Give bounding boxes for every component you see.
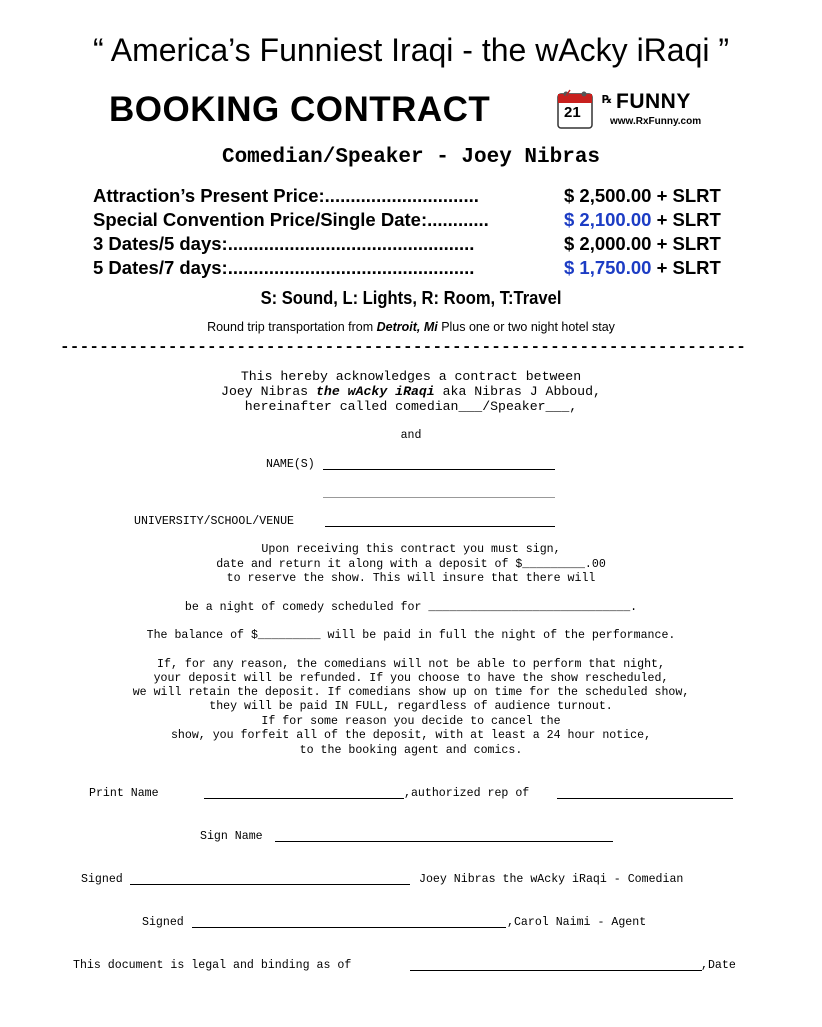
- price-amount: $ 2,000.00: [564, 233, 652, 254]
- agent-name: ,Carol Naimi - Agent: [507, 916, 647, 929]
- names-field[interactable]: [323, 469, 555, 470]
- contract-heading: BOOKING CONTRACT: [109, 90, 491, 129]
- price-value: [564, 257, 721, 279]
- calendar-day: 21: [564, 104, 581, 121]
- dashed-divider: ----------------------------------------------------------------------: [60, 338, 747, 356]
- transport-city: Detroit, Mi: [376, 320, 438, 334]
- authorized-label: ,authorized rep of: [404, 787, 530, 800]
- document-title: “ America’s Funniest Iraqi - the wAcky iRaqi ”: [92, 32, 730, 68]
- policy-line: show, you forfeit all of the deposit, with at least a 24 hour notice,: [170, 729, 652, 742]
- signed-label: Signed: [142, 916, 184, 929]
- policy-line: to the booking agent and comics.: [299, 744, 523, 757]
- date-label: ,Date: [701, 959, 736, 972]
- transport-after: Plus one or two night hotel stay: [437, 320, 615, 334]
- price-value: [564, 233, 721, 255]
- rx-icon: ℞: [602, 94, 612, 106]
- transport-before: Round trip transportation from: [207, 320, 377, 334]
- transport-note: [0, 320, 822, 334]
- price-label: Special Convention Price/Single Date:............: [93, 209, 489, 230]
- sign-name-label: Sign Name: [200, 830, 263, 843]
- terms-line: The balance of $_________ will be paid in full the night of the performance.: [146, 629, 676, 642]
- policy-line: we will retain the deposit. If comedians show up on time for the scheduled show,: [132, 686, 690, 699]
- terms-line: to reserve the show. This will insure that there will: [226, 572, 596, 585]
- ack-line: [0, 384, 822, 399]
- logo-url: www.RxFunny.com: [610, 116, 702, 127]
- price-value: [564, 185, 721, 207]
- print-name-label: Print Name: [89, 787, 159, 800]
- terms-line: be a night of comedy scheduled for _____________________________.: [184, 601, 638, 614]
- ack-text: Joey Nibras: [221, 384, 317, 399]
- ack-text: aka Nibras J Abboud,: [434, 384, 601, 399]
- policy-line: they will be paid IN FULL, regardless of audience turnout.: [209, 700, 613, 713]
- codes-legend: S: Sound, L: Lights, R: Room, T:Travel: [260, 288, 562, 308]
- price-amount: $ 1,750.00: [564, 257, 652, 278]
- print-name-field[interactable]: [204, 798, 404, 799]
- agent-signature-field[interactable]: [192, 927, 506, 928]
- date-field[interactable]: [410, 970, 702, 971]
- signed-label: Signed: [81, 873, 123, 886]
- venue-label: UNIVERSITY/SCHOOL/VENUE: [134, 515, 295, 528]
- rxfunny-logo: [556, 88, 728, 132]
- logo-text: FUNNY: [616, 90, 691, 113]
- and-label: and: [400, 429, 422, 442]
- sign-name-field[interactable]: [275, 841, 613, 842]
- price-label: 3 Dates/5 days:................................................: [93, 233, 475, 254]
- names-label: NAME(S): [266, 458, 315, 471]
- price-label: Attraction’s Present Price:..............................: [93, 185, 479, 206]
- comedian-subheading: Comedian/Speaker - Joey Nibras: [221, 146, 601, 169]
- policy-line: If, for any reason, the comedians will not be able to perform that night,: [157, 658, 665, 671]
- price-suffix: + SLRT: [651, 233, 721, 254]
- price-suffix: + SLRT: [651, 185, 721, 206]
- policy-line: If for some reason you decide to cancel the: [261, 715, 561, 728]
- price-label: 5 Dates/7 days:................................................: [93, 257, 475, 278]
- comedian-name: Joey Nibras the wAcky iRaqi - Comedian: [419, 873, 684, 886]
- venue-field[interactable]: [325, 526, 555, 527]
- names-field-2[interactable]: [323, 497, 555, 498]
- ack-emphasis: the wAcky iRaqi: [316, 384, 435, 399]
- ack-line: This hereby acknowledges a contract between: [240, 369, 582, 384]
- policy-line: your deposit will be refunded. If you choose to have the show rescheduled,: [153, 672, 669, 685]
- price-amount: $ 2,500.00: [564, 185, 652, 206]
- price-value: [564, 209, 721, 231]
- terms-line: Upon receiving this contract you must sign,: [261, 543, 561, 556]
- organization-field[interactable]: [557, 798, 733, 799]
- price-amount: $ 2,100.00: [564, 209, 652, 230]
- legal-label: This document is legal and binding as of: [73, 959, 352, 972]
- comedian-signature-field[interactable]: [130, 884, 410, 885]
- price-suffix: + SLRT: [651, 257, 721, 278]
- price-suffix: + SLRT: [651, 209, 721, 230]
- terms-line: date and return it along with a deposit of $_________.00: [216, 558, 606, 571]
- ack-line: hereinafter called comedian___/Speaker___,: [244, 399, 578, 414]
